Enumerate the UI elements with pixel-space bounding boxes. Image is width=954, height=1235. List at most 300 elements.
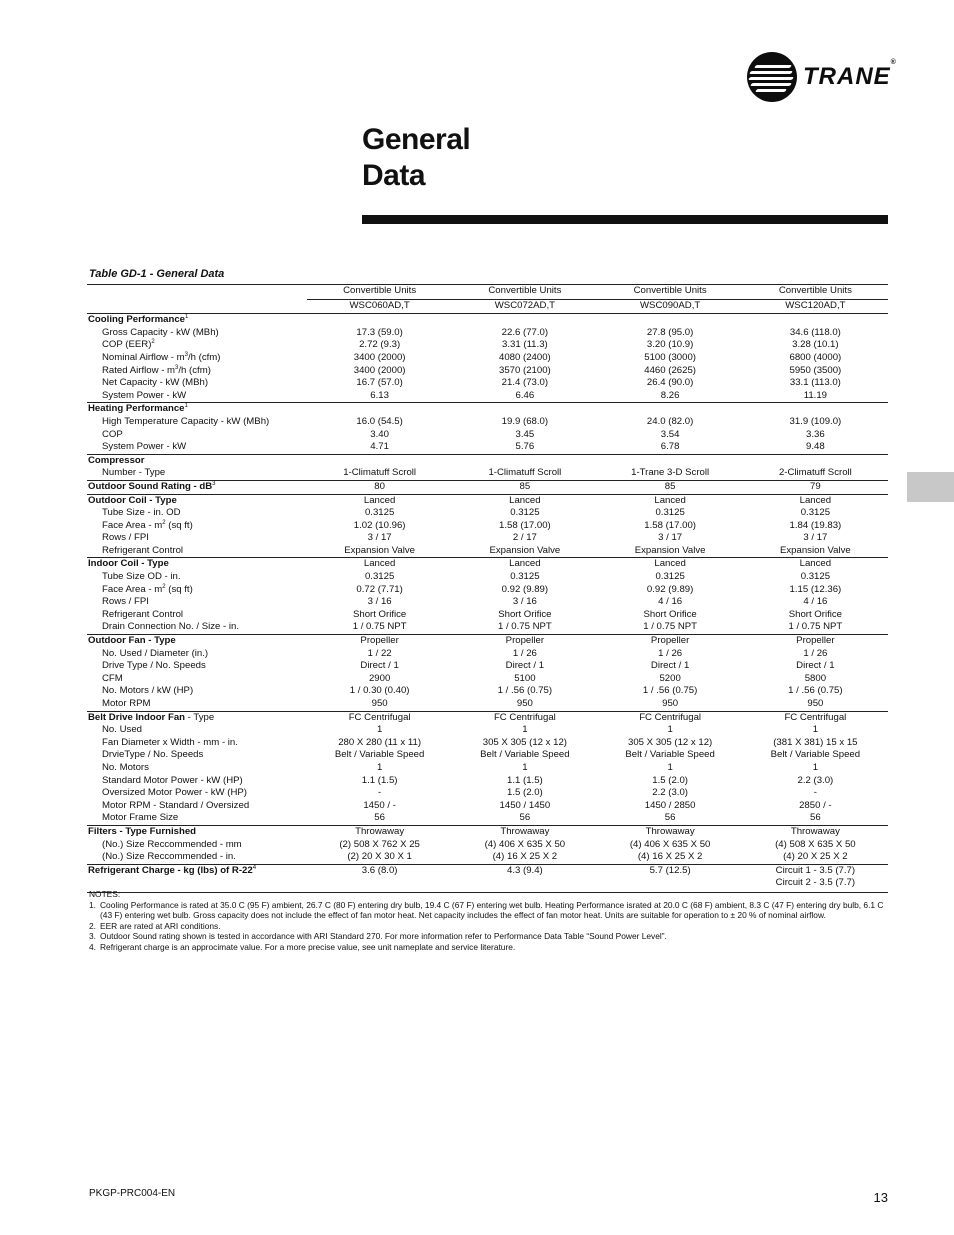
- title-rule: [362, 215, 888, 224]
- table-row: [87, 812, 888, 825]
- row-label: Fan Diameter x Width - mm - in.: [102, 736, 238, 748]
- row-label: Tube Size - in. OD: [102, 507, 181, 519]
- cell-value: 4460 (2625): [644, 364, 696, 376]
- cell-value: Short Orifice: [788, 608, 843, 620]
- cell-value: 4 / 16: [803, 596, 828, 608]
- cell-value: 56: [810, 812, 821, 824]
- page-title: [362, 122, 470, 194]
- section-header-row: [87, 480, 888, 494]
- model-number: WSC090AD,T: [598, 299, 743, 314]
- footnote-ref: 3: [184, 351, 188, 358]
- cell-value: 27.8 (95.0): [646, 326, 694, 338]
- cell-value: 3400 (2000): [353, 364, 406, 376]
- cell-value: Throwaway: [743, 825, 888, 838]
- row-label: Indoor Coil - Type: [88, 558, 169, 570]
- cell-value: 3.40: [370, 428, 389, 440]
- table-row: [87, 648, 888, 661]
- table-row: [87, 800, 888, 813]
- column-header: Convertible Units: [743, 285, 888, 300]
- cell-value: 4080 (2400): [499, 351, 551, 363]
- table-row: [87, 775, 888, 788]
- table-row: [87, 660, 888, 673]
- cell-value: 5800: [804, 672, 827, 684]
- cell-value: [452, 403, 597, 416]
- cell-value: 1.1 (1.5): [361, 774, 398, 786]
- cell-value: 1: [812, 724, 819, 736]
- table-row: [87, 621, 888, 634]
- cell-value: 1.58 (17.00): [499, 519, 551, 531]
- trane-logo: [747, 52, 897, 102]
- cell-value: Propeller: [598, 635, 743, 648]
- cell-value: 5100 (3000): [644, 351, 696, 363]
- cell-value: 3 / 17: [803, 532, 828, 544]
- cell-value: 34.6 (118.0): [789, 326, 841, 338]
- cell-value: 33.1 (113.0): [789, 377, 841, 389]
- table-row: [87, 390, 888, 403]
- table-row: [87, 377, 888, 390]
- section-header-row: [87, 314, 888, 327]
- table-body: [87, 314, 888, 893]
- row-label: Drive Type / No. Speeds: [102, 660, 206, 672]
- cell-value: Throwaway: [452, 825, 597, 838]
- cell-value: 0.3125: [655, 571, 685, 583]
- cell-value: FC Centrifugal: [598, 711, 743, 724]
- row-label: Refrigerant Charge - kg (lbs) of R-22: [88, 864, 253, 876]
- row-label: Outdoor Fan - Type: [88, 635, 176, 647]
- table-row: [87, 441, 888, 454]
- cell-value: 2.2 (3.0): [652, 787, 688, 799]
- cell-value: 0.3125: [510, 571, 540, 583]
- row-label: High Temperature Capacity - kW (MBh): [102, 415, 270, 427]
- page-title-line-1: General: [362, 123, 471, 156]
- cell-value: 3400 (2000): [353, 351, 406, 363]
- cell-value: 22.6 (77.0): [501, 326, 549, 338]
- cell-value: 16.7 (57.0): [356, 377, 403, 389]
- row-label: Nominal Airflow - m: [102, 351, 185, 363]
- cell-value: 5.7 (12.5): [598, 864, 743, 892]
- cell-value: 80: [307, 480, 452, 494]
- cell-value: 1 / 0.75 NPT: [352, 621, 407, 633]
- cell-value: Expansion Valve: [634, 544, 706, 556]
- row-label: Face Area - m: [102, 583, 163, 595]
- cell-value: [598, 403, 743, 416]
- cell-value: [307, 454, 452, 467]
- cell-value: Lanced: [598, 494, 743, 507]
- column-header: Convertible Units: [452, 285, 597, 300]
- cell-value: 3.6 (8.0): [307, 864, 452, 892]
- cell-value: 1450 / 1450: [499, 799, 551, 811]
- row-label: Tube Size OD - in.: [102, 571, 181, 583]
- section-header-row: [87, 711, 888, 724]
- note-item: 4. Refrigerant charge is an approcimate value. For a more precise value, see unit nameplate and service literature.: [89, 941, 516, 952]
- table-row: [87, 724, 888, 737]
- table-row: [87, 851, 888, 864]
- footnote-ref: 2: [162, 583, 166, 590]
- row-label: Rows / FPI: [102, 596, 149, 608]
- notes: [89, 889, 889, 953]
- cell-value: FC Centrifugal: [307, 711, 452, 724]
- row-label: Refrigerant Control: [102, 608, 184, 620]
- cell-value: Expansion Valve: [779, 544, 851, 556]
- cell-value: 3 / 16: [512, 596, 537, 608]
- cell-value: Lanced: [452, 558, 597, 571]
- footnote-ref: 4: [252, 864, 257, 871]
- cell-value: 0.3125: [364, 507, 395, 519]
- table-row: [87, 327, 888, 340]
- model-number: WSC120AD,T: [743, 299, 888, 314]
- cell-value: Lanced: [307, 558, 452, 571]
- cell-value: 5950 (3500): [789, 364, 842, 376]
- cell-value: 0.3125: [655, 507, 685, 519]
- cell-value: Expansion Valve: [344, 544, 415, 556]
- row-label: Oversized Motor Power - kW (HP): [102, 787, 247, 799]
- cell-value: Expansion Valve: [489, 544, 561, 556]
- cell-value: Belt / Variable Speed: [625, 749, 715, 761]
- row-label: Belt Drive Indoor Fan: [88, 711, 186, 723]
- cell-value: Propeller: [452, 635, 597, 648]
- cell-value: [598, 314, 743, 327]
- cell-value: Direct / 1: [650, 660, 690, 672]
- cell-value: 5100: [514, 672, 536, 684]
- note-item: 3. Outdoor Sound rating shown is tested in accordance with ARI Standard 270. For more information refer to Performance Data Table “Sound Power Level”.: [89, 931, 667, 942]
- notes-heading: NOTES:: [89, 889, 121, 899]
- section-tab: [907, 472, 954, 502]
- row-label: Net Capacity - kW (MBh): [102, 377, 209, 389]
- cell-value: (4) 16 X 25 X 2: [492, 851, 558, 863]
- row-label: Gross Capacity - kW (MBh): [102, 326, 219, 338]
- cell-value: 1 / 26: [512, 647, 537, 659]
- document-id: PKGP-PRC004-EN: [89, 1188, 176, 1199]
- cell-value: 56: [664, 812, 676, 824]
- cell-value: Propeller: [307, 635, 452, 648]
- cell-value: 950: [516, 698, 533, 709]
- cell-value: Lanced: [307, 494, 452, 507]
- cell-value: 1.84 (19.83): [789, 519, 842, 531]
- note-item: 1. Cooling Performance is rated at 35.0 C (95 F) ambient, 26.7 C (80 F) entering dry bulb, 19.4 C (67 F) entering wet bulb. Heating Performance israted at 20.0 C (68 F) ambient, 8.3 C (47 F) entering dry bulb, 6.1 C (43 F) entering wet bulb. Gross capacity does not include the effect of fan motor heat. Net capacity includes the effect of fan motor heat. Units are suitable for operation to ± 20 % of nominal airflow.: [89, 899, 884, 921]
- cell-value: 3.45: [515, 428, 535, 440]
- row-label: Motor RPM: [102, 698, 151, 709]
- table-row: [87, 365, 888, 378]
- row-label-suffix: (sq ft): [165, 519, 193, 531]
- cell-value: 3.36: [806, 428, 825, 440]
- cell-value: 1.1 (1.5): [507, 774, 543, 786]
- table-row: [87, 673, 888, 686]
- cell-value: 1-Climatuff Scroll: [488, 467, 562, 479]
- cell-value: Short Orifice: [352, 608, 407, 620]
- table-row: [87, 698, 888, 711]
- row-label: COP (EER): [102, 339, 152, 351]
- cell-value: 11.19: [803, 389, 828, 401]
- cell-value: Lanced: [598, 558, 743, 571]
- cell-value: (4) 20 X 25 X 2: [783, 851, 848, 863]
- trane-logo-mark: [747, 52, 797, 102]
- cell-value: (4) 16 X 25 X 2: [637, 851, 703, 863]
- cell-value: 0.3125: [800, 571, 831, 583]
- cell-value: (4) 406 X 635 X 50: [629, 838, 711, 850]
- row-label: Refrigerant Control: [102, 544, 184, 556]
- table-row: [87, 467, 888, 480]
- table-row: [87, 762, 888, 775]
- cell-value: 3.54: [660, 428, 680, 440]
- row-label: Heating Performance: [88, 403, 185, 415]
- row-label-suffix: (sq ft): [165, 583, 193, 595]
- row-label: CFM: [102, 672, 123, 684]
- cell-value: [743, 314, 888, 327]
- cell-value: 5.76: [515, 441, 535, 453]
- cell-value: 3 / 16: [367, 596, 392, 608]
- page-number: 13: [873, 1190, 888, 1205]
- cell-value: 0.3125: [510, 507, 540, 519]
- cell-value: 1: [812, 761, 819, 773]
- table-row: [87, 429, 888, 442]
- cell-value: Lanced: [743, 494, 888, 507]
- cell-value: 1: [667, 724, 673, 736]
- cell-value: Lanced: [743, 558, 888, 571]
- cell-value: Belt / Variable Speed: [480, 749, 570, 761]
- table-row: [87, 584, 888, 597]
- cell-value: 24.0 (82.0): [646, 415, 694, 427]
- row-label: Motor Frame Size: [102, 812, 179, 824]
- cell-value: 1450 / -: [363, 799, 396, 811]
- cell-value: 2.2 (3.0): [797, 774, 834, 786]
- footnote-ref: 1: [185, 314, 189, 320]
- cell-value: 2900: [368, 672, 391, 684]
- cell-value: 1.02 (10.96): [353, 519, 406, 531]
- section-header-row: [87, 635, 888, 648]
- cell-value: Throwaway: [598, 825, 743, 838]
- cell-value: [743, 403, 888, 416]
- cell-value: Direct / 1: [360, 660, 399, 672]
- cell-value: 950: [371, 698, 388, 709]
- row-label: Outdoor Sound Rating - dB: [88, 480, 213, 492]
- footnote-ref: 2: [151, 339, 155, 346]
- cell-value: 17.3 (59.0): [356, 326, 403, 338]
- cell-value: 3.20 (10.9): [646, 339, 694, 351]
- row-label: Outdoor Coil - Type: [88, 494, 177, 506]
- cell-value: 26.4 (90.0): [646, 377, 694, 389]
- cell-value: [452, 314, 597, 327]
- cell-value: 1: [376, 724, 383, 736]
- cell-value: 0.3125: [364, 571, 395, 583]
- row-label: Cooling Performance: [88, 314, 186, 326]
- cell-value: 56: [374, 812, 385, 824]
- cell-value: 0.72 (7.71): [356, 583, 403, 595]
- cell-value: 3 / 17: [658, 532, 683, 544]
- cell-value: [598, 454, 743, 467]
- table-row: [87, 416, 888, 429]
- cell-value: 8.26: [660, 389, 680, 401]
- row-label: COP: [102, 428, 123, 440]
- cell-value: 1 / 26: [803, 647, 828, 659]
- row-label: Motor RPM - Standard / Oversized: [102, 799, 250, 811]
- cell-value: 0.3125: [800, 507, 831, 519]
- cell-value: -: [813, 787, 817, 799]
- cell-value: Direct / 1: [796, 660, 835, 672]
- cell-value: 950: [662, 698, 679, 709]
- row-label: (No.) Size Reccommended - mm: [102, 838, 242, 850]
- cell-value: 305 X 305 (12 x 12): [482, 736, 568, 748]
- row-label: System Power - kW: [102, 441, 187, 453]
- cell-value: Short Orifice: [643, 608, 697, 620]
- cell-value: [743, 454, 888, 467]
- cell-value: 3 / 17: [367, 532, 392, 544]
- cell-value: (4) 508 X 635 X 50: [775, 838, 856, 850]
- table-header-row: [87, 285, 888, 300]
- cell-value: 1: [376, 761, 383, 773]
- table-row: [87, 685, 888, 698]
- cell-value: 2-Climatuff Scroll: [778, 467, 852, 479]
- cell-value: 85: [452, 480, 597, 494]
- cell-value: 1 / 0.75 NPT: [788, 621, 843, 633]
- table-row: [87, 596, 888, 609]
- cell-value: 305 X 305 (12 x 12): [627, 736, 713, 748]
- table-caption: Table GD-1 - General Data: [89, 268, 225, 280]
- page-title-line-2: Data: [362, 159, 426, 192]
- cell-value: Throwaway: [307, 825, 452, 838]
- table-row: [87, 339, 888, 352]
- cell-value: 3.31 (11.3): [502, 339, 548, 351]
- cell-value: Propeller: [743, 635, 888, 648]
- cell-value: 9.48: [806, 441, 825, 453]
- cell-value: 79: [743, 480, 888, 494]
- cell-value: [452, 454, 597, 467]
- cell-value: 1450 / 2850: [644, 799, 696, 811]
- footnote-ref: 3: [212, 480, 216, 487]
- table-row: [87, 352, 888, 365]
- row-label: Drain Connection No. / Size - in.: [102, 621, 240, 633]
- cell-value: 1: [522, 761, 528, 773]
- cell-value: 1.5 (2.0): [507, 787, 543, 799]
- cell-value: 1.5 (2.0): [652, 774, 688, 786]
- section-header-row: [87, 558, 888, 571]
- section-header-row: [87, 494, 888, 507]
- row-label: DrvieType / No. Speeds: [102, 749, 204, 761]
- cell-value: 1 / .56 (0.75): [497, 685, 553, 697]
- footnote-ref: 1: [184, 403, 188, 410]
- cell-value: 6.78: [660, 441, 680, 453]
- cell-value: 1.15 (12.36): [789, 583, 842, 595]
- general-data-table: [87, 284, 888, 893]
- column-header: Convertible Units: [307, 285, 452, 300]
- cell-value: 1-Climatuff Scroll: [343, 467, 417, 479]
- cell-value: 2 / 17: [512, 532, 537, 544]
- cell-value: 1 / 26: [658, 647, 683, 659]
- cell-value: 1.58 (17.00): [644, 519, 696, 531]
- cell-value: (4) 406 X 635 X 50: [484, 838, 566, 850]
- cell-value: 1 / 0.30 (0.40): [349, 685, 410, 697]
- cell-value: Short Orifice: [498, 608, 552, 620]
- cell-value: [307, 403, 452, 416]
- cell-value: 1 / .56 (0.75): [642, 685, 698, 697]
- footnote-ref: 2: [162, 519, 166, 526]
- cell-value: -: [378, 787, 382, 799]
- cell-value: 2.72 (9.3): [359, 339, 401, 351]
- cell-value: 5200: [659, 672, 681, 684]
- section-header-row: [87, 454, 888, 467]
- cell-value: Lanced: [452, 494, 597, 507]
- cell-value: (381 X 381) 15 x 15: [773, 736, 858, 748]
- table-row: [87, 532, 888, 545]
- cell-value: 1 / 22: [367, 647, 392, 659]
- cell-value: 1 / 0.75 NPT: [643, 621, 698, 633]
- footnote-ref: 3: [175, 364, 179, 371]
- cell-value: 3570 (2100): [499, 364, 551, 376]
- cell-value: 950: [807, 698, 824, 709]
- cell-value: Direct / 1: [505, 660, 545, 672]
- cell-value: 3.28 (10.1): [792, 339, 839, 351]
- table-row: [87, 609, 888, 622]
- row-label: No. Used: [102, 724, 142, 736]
- table-row: [87, 545, 888, 558]
- cell-value: 4.71: [370, 441, 389, 453]
- row-label: Rows / FPI: [102, 532, 149, 544]
- table-row: [87, 571, 888, 584]
- cell-value: 16.0 (54.5): [356, 415, 403, 427]
- cell-value: [307, 314, 452, 327]
- cell-value: 6.46: [515, 389, 535, 401]
- cell-value: 1 / .56 (0.75): [788, 685, 843, 697]
- cell-value: 4 / 16: [658, 596, 683, 608]
- row-label: No. Motors / kW (HP): [102, 685, 194, 697]
- cell-value: 31.9 (109.0): [789, 415, 842, 427]
- cell-value: 6.13: [370, 389, 389, 401]
- table-row: [87, 839, 888, 852]
- cell-value: 0.92 (9.89): [501, 583, 549, 595]
- trane-wordmark: TRANE®: [803, 59, 897, 90]
- cell-value: Belt / Variable Speed: [334, 749, 425, 761]
- cell-value: 21.4 (73.0): [501, 377, 549, 389]
- cell-value: FC Centrifugal: [743, 711, 888, 724]
- cell-value: 1: [522, 724, 528, 736]
- row-label: Compressor: [88, 454, 145, 466]
- model-number: WSC072AD,T: [452, 299, 597, 314]
- cell-value: (2) 20 X 30 X 1: [347, 851, 412, 863]
- row-label: Rated Airflow - m: [102, 364, 176, 376]
- cell-value: 0.92 (9.89): [646, 583, 694, 595]
- section-header-row: [87, 403, 888, 416]
- table-row: [87, 787, 888, 800]
- table-row: [87, 520, 888, 533]
- cell-value: 6800 (4000): [789, 351, 842, 363]
- row-label-suffix: /h (cfm): [178, 364, 211, 376]
- table-row: [87, 737, 888, 750]
- cell-value: FC Centrifugal: [452, 711, 597, 724]
- row-label: Face Area - m: [102, 519, 163, 531]
- row-label-suffix: - Type: [185, 711, 215, 723]
- cell-value: 4.3 (9.4): [452, 864, 597, 892]
- row-label: No. Motors: [102, 761, 149, 773]
- cell-value: Belt / Variable Speed: [770, 749, 861, 761]
- cell-value: 1 / 0.75 NPT: [497, 621, 552, 633]
- cell-value: 85: [598, 480, 743, 494]
- cell-value: 1: [667, 761, 673, 773]
- column-header: Convertible Units: [598, 285, 743, 300]
- table-row: [87, 749, 888, 762]
- section-header-row: [87, 825, 888, 838]
- row-label: (No.) Size Reccommended - in.: [102, 851, 236, 863]
- row-label-suffix: /h (cfm): [187, 351, 221, 363]
- cell-value: 1-Trane 3-D Scroll: [631, 467, 710, 479]
- cell-value: 19.9 (68.0): [501, 415, 549, 427]
- row-label: Standard Motor Power - kW (HP): [102, 774, 243, 786]
- cell-value: Circuit 1 - 3.5 (7.7) Circuit 2 - 3.5 (7.7): [743, 864, 888, 892]
- cell-value: 280 X 280 (11 x 11): [338, 736, 422, 748]
- cell-value: 56: [519, 812, 531, 824]
- row-label: Number - Type: [102, 467, 166, 479]
- row-label: Filters - Type Furnished: [88, 825, 197, 837]
- model-number: WSC060AD,T: [307, 299, 452, 314]
- row-label: System Power - kW: [102, 389, 187, 401]
